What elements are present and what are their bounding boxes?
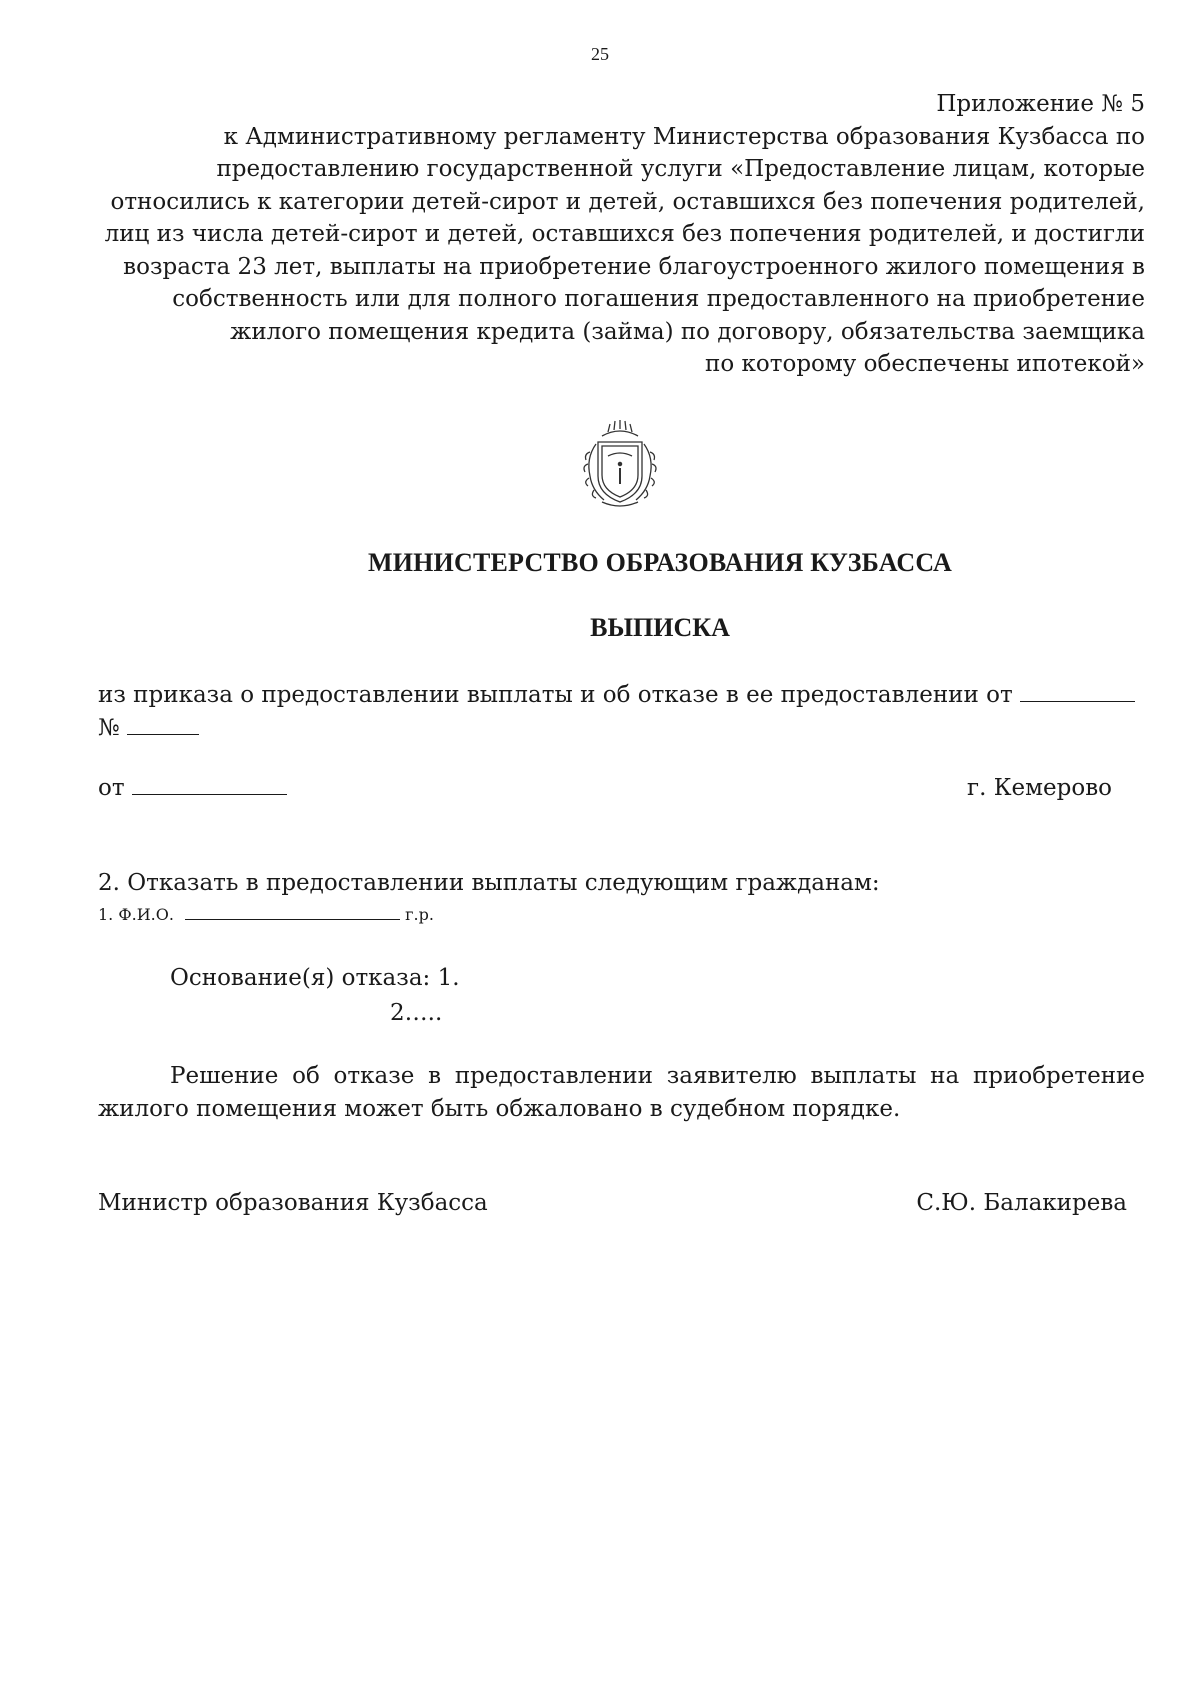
date-line xyxy=(98,775,287,801)
appendix-line: относились к категории детей-сирот и детей, оставшихся без попечения родителей, xyxy=(110,188,1145,215)
order-number-label: № xyxy=(98,715,120,741)
appendix-line: предоставлению государственной услуги «Предоставление лицам, которые xyxy=(216,156,1145,182)
appendix-header xyxy=(100,88,1145,381)
order-reference-text: из приказа о предоставлении выплаты и об отказе в ее предоставлении от xyxy=(98,682,1013,708)
date-blank[interactable] xyxy=(132,776,287,795)
order-reference-line xyxy=(98,682,1135,708)
date-label: от xyxy=(98,775,125,801)
appendix-line: возраста 23 лет, выплаты на приобретение благоустроенного жилого помещения в xyxy=(123,253,1145,280)
document-title: ВЫПИСКА xyxy=(590,613,730,642)
person-row xyxy=(98,905,434,924)
appendix-line: по которому обеспечены ипотекой» xyxy=(705,351,1145,377)
refusal-grounds-item: 2….. xyxy=(390,1000,443,1026)
appendix-line: Приложение № 5 xyxy=(936,91,1145,117)
coat-of-arms-icon xyxy=(580,418,660,513)
refusal-heading: 2. Отказать в предоставлении выплаты следующим гражданам: xyxy=(98,870,880,896)
appendix-line: лиц из числа детей-сирот и детей, оставшихся без попечения родителей, и достигли xyxy=(104,221,1145,247)
place-of-issue: г. Кемерово xyxy=(967,775,1112,801)
person-name-blank[interactable] xyxy=(185,907,400,920)
signer-title: Министр образования Кузбасса xyxy=(98,1190,488,1216)
appendix-line: к Административному регламенту Министерства образования Кузбасса по xyxy=(223,123,1145,150)
appendix-line: жилого помещения кредита (займа) по договору, обязательства заемщика xyxy=(230,318,1145,345)
appeal-paragraph: Решение об отказе в предоставлении заявителю выплаты на приобретение жилого помещения может быть обжаловано в судебном порядке. xyxy=(98,1063,1145,1122)
ministry-name: МИНИСТЕРСТВО ОБРАЗОВАНИЯ КУЗБАССА xyxy=(367,548,953,577)
order-number-blank[interactable] xyxy=(127,716,199,735)
order-date-blank[interactable] xyxy=(1020,683,1135,702)
order-number-line xyxy=(98,715,199,741)
birth-year-label: г.р. xyxy=(405,905,434,924)
appendix-line: собственность или для полного погашения предоставленного на приобретение xyxy=(172,286,1145,312)
refusal-grounds: Основание(я) отказа: 1. xyxy=(170,965,460,991)
page-number: 25 xyxy=(591,44,609,64)
person-label: 1. Ф.И.О. xyxy=(98,905,174,924)
signer-name: С.Ю. Балакирева xyxy=(916,1190,1127,1216)
